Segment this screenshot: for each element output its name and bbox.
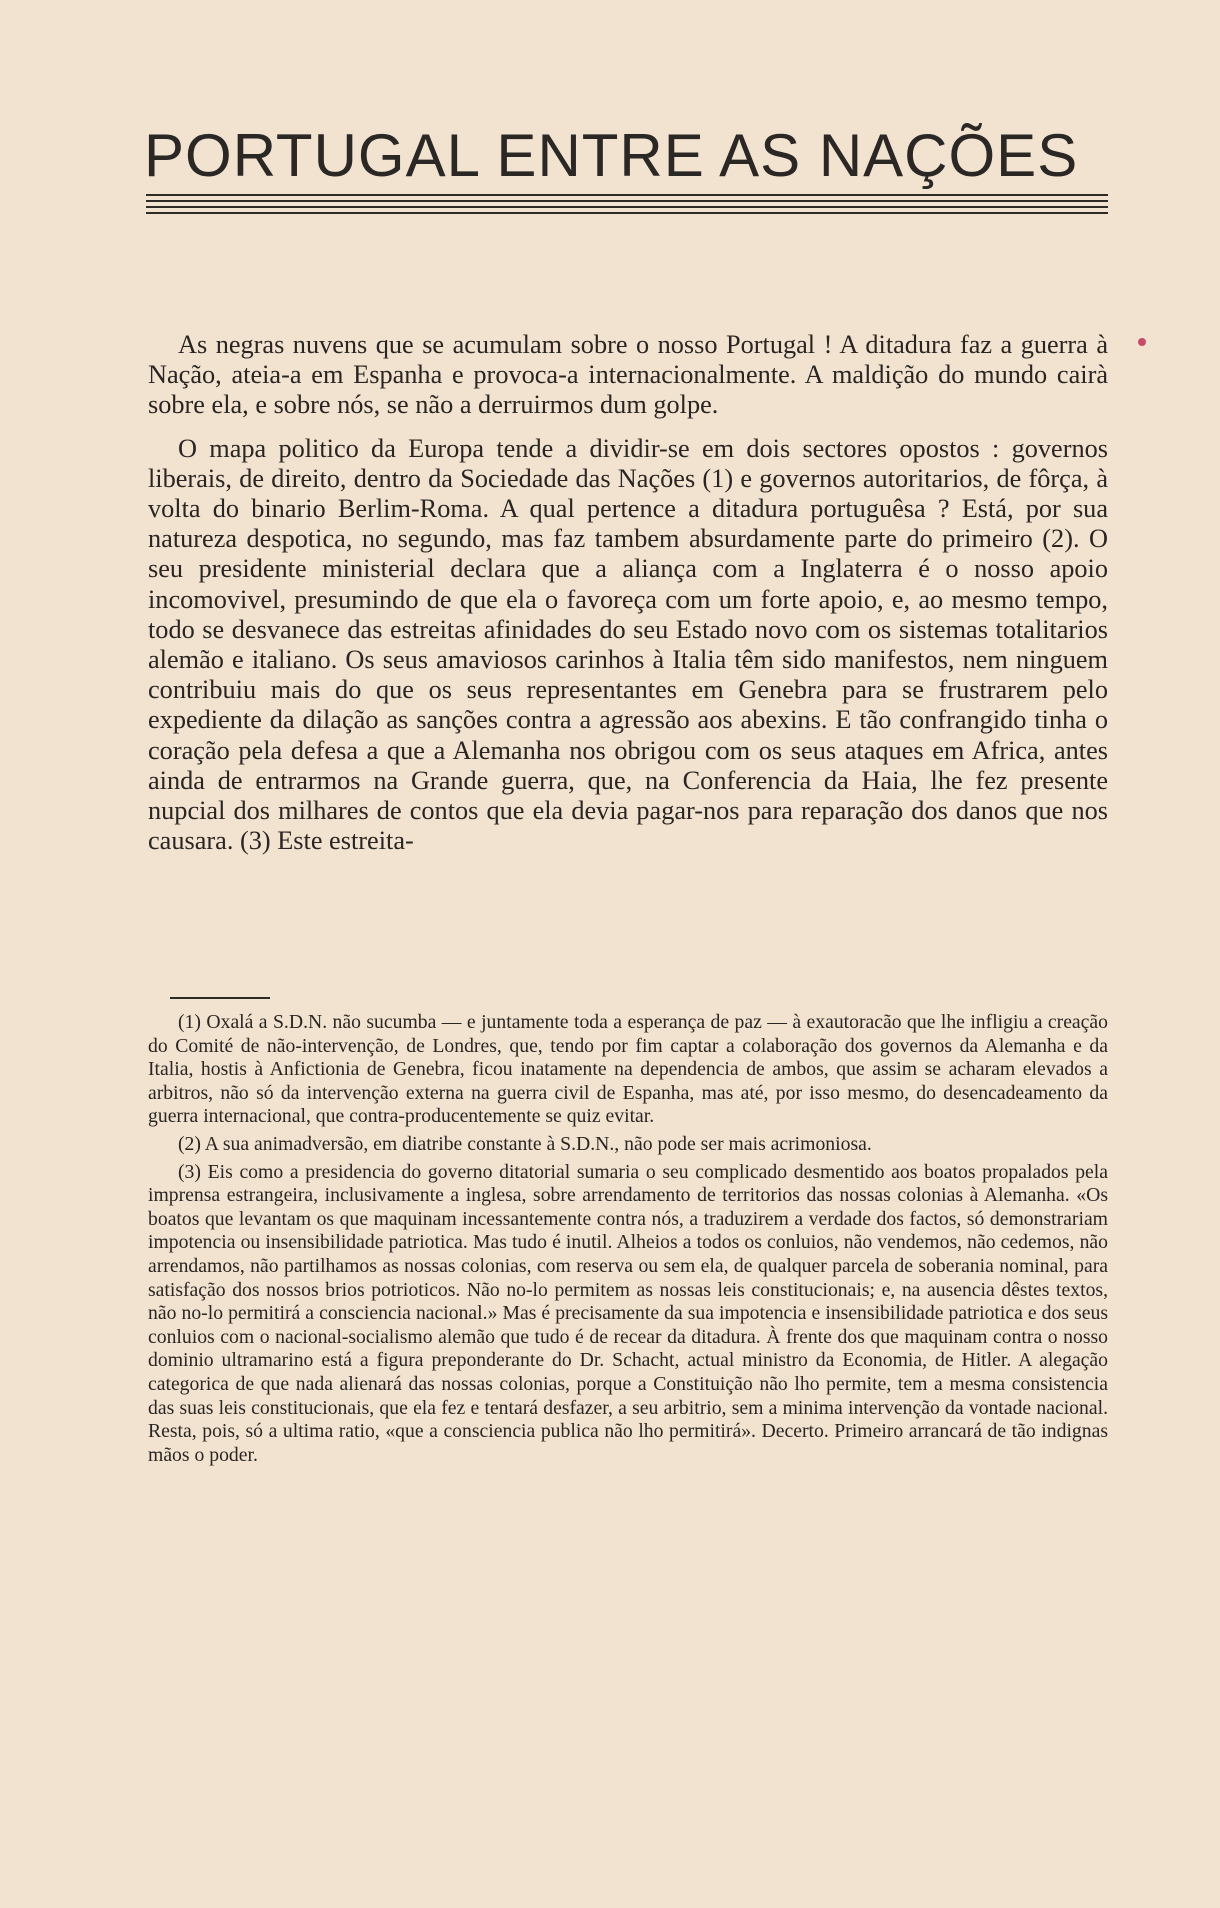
paragraph: O mapa politico da Europa tende a dividir-se em dois sectores opostos : governos liberais, de direito, dentro da Sociedade das Nações (1) e governos autoritarios, de fôrça, à volta do binario Berlim-Roma. A qual pertence a ditadura portuguêsa ? Está, por sua natureza despotica, no segundo, mas faz tambem absurdamente parte do primeiro (2). O seu presidente ministerial declara que a aliança com a Inglaterra é o nosso apoio incomovivel, presumindo de que ela o favoreça com um forte apoio, e, ao mesmo tempo, todo se desvanece das estreitas afinidades do seu Estado novo com os sistemas totalitarios alemão e italiano. Os seus amaviosos carinhos à Italia têm sido manifestos, nem ninguem contribuiu mais do que os seus representantes em Genebra para se frustrarem pelo expediente da dilação as sanções contra a agressão aos abexins. E tão confrangido tinha o coração pela defesa a que a Alemanha nos obrigou com os seus ataques em Africa, antes ainda de entrarmos na Grande guerra, que, na Conferencia da Haia, lhe fez presente nupcial dos milhares de contos que ela devia pagar-nos para reparação dos danos que nos causara. (3) Este estreita- [148,433,1108,856]
footnote: (3) Eis como a presidencia do governo ditatorial sumaria o seu complicado desmentido aos boatos propalados pela imprensa estrangeira, inclusivamente a inglesa, sobre arrendamento de territorios das nossas colonias à Alemanha. «Os boatos que levantam os que maquinam incessantemente contra nós, a traduzirem a verdade dos factos, só demonstrariam impotencia ou insensibilidade patriotica. Mas tudo é inutil. Alheios a todos os conluios, não vendemos, não cedemos, não arrendamos, não partilhamos as nossas colonias, com reserva ou sem ela, de qualquer parcela de soberania nominal, para satisfação dos nossos brios potrioticos. Não no-lo permitem as nossas leis constitucionais; e, na ausencia dêstes textos, não no-lo permitirá a consciencia nacional.» Mas é precisamente da sua impotencia e insensibilidade patriotica e dos seus conluios com o nacional-socialismo alemão que tudo é de recear da ditadura. À frente dos que maquinam contra o nosso dominio ultramarino está a figura preponderante do Dr. Schacht, actual ministro da Economia, de Hitler. A alegação categorica de que nada alienará das nossas colonias, porque a Constituição não lho permite, tem a mesma consistencia das suas leis constitucionais, que ela fez e tentará desfazer, a seu arbitrio, sem a minima intervenção da vontade nacional. Resta, pois, só a ultima ratio, «que a consciencia publica não lho permitirá». Decerto. Primeiro arrancará de tão indignas mãos o poder. [148,1160,1108,1466]
margin-mark [1138,338,1146,346]
footnotes [148,1011,1108,1471]
page-title: PORTUGAL ENTRE AS NAÇÕES [144,122,1079,189]
paragraph: As negras nuvens que se acumulam sobre o nosso Portugal ! A ditadura faz a guerra à Nação, ateia-a em Espanha e provoca-a internacionalmente. A maldição do mundo cairà sobre ela, e sobre nós, se não a derruirmos dum golpe. [148,330,1108,420]
footnote: (1) Oxalá a S.D.N. não sucumba — e juntamente toda a esperança de paz — à exautoracão que lhe infligiu a creação do Comité de não-intervenção, de Londres, que, tendo por fim captar a colaboração dos governos da Alemanha e da Italia, hostis à Anfictionia de Genebra, ficou inatamente na dependencia de ambos, que assim se acharam elevados a arbitros, não só da intervenção externa na guerra civil de Espanha, mas até, por isso mesmo, do desencadeamento da guerra internacional, que contra-producentemente se quiz evitar. [148,1011,1108,1128]
footnote-separator [170,997,270,999]
main-text [148,330,1108,869]
title-rules [146,194,1108,218]
footnote: (2) A sua animadversão, em diatribe constante à S.D.N., não pode ser mais acrimoniosa. [178,1132,872,1155]
